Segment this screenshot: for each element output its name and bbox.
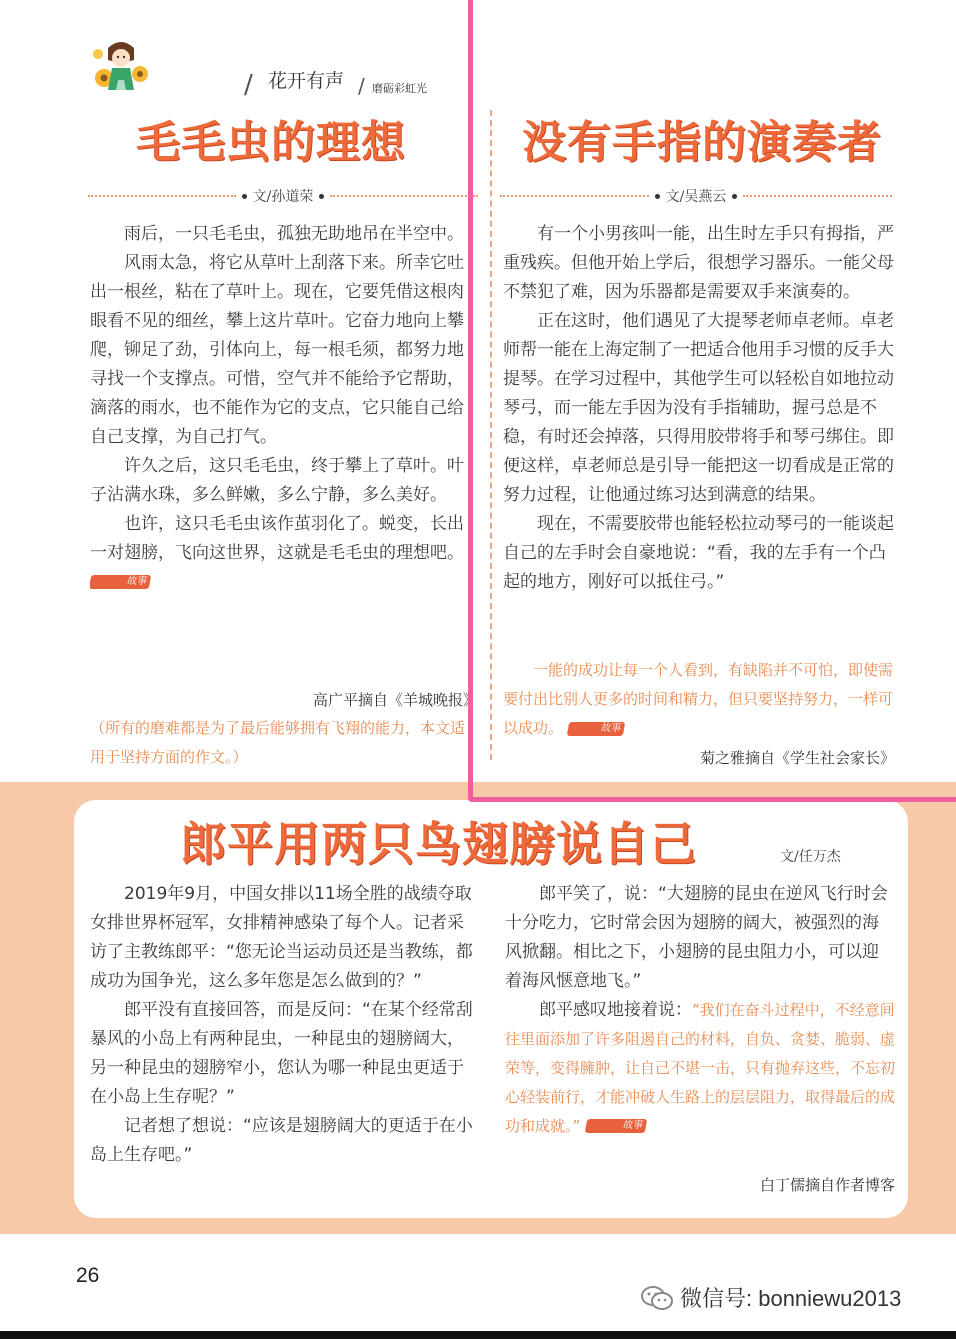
- story-tag: 故事: [584, 1119, 646, 1133]
- article2-paragraph: 现在，不需要胶带也能轻松拉动琴弓的一能谈起自己的左手时会自豪地说：“看，我的左手有一个凸起的地方，刚好可以抵住弓。”: [503, 514, 894, 592]
- bullet-dot: [655, 194, 660, 199]
- dotted-rule: [88, 195, 236, 197]
- article2-body: [503, 220, 895, 660]
- article3-title: 郎平用两只鸟翅膀说自己: [180, 817, 697, 871]
- article3-byline: 文/任万杰: [780, 849, 841, 865]
- series-subtitle: 磨砺彩虹光: [372, 82, 427, 95]
- wechat-watermark: [640, 1282, 901, 1313]
- bullet-dot: [732, 194, 737, 199]
- article1-title: 毛毛虫的理想: [136, 117, 406, 168]
- wechat-id: 微信号: bonniewu2013: [680, 1286, 902, 1311]
- story-tag: 故事: [90, 575, 151, 589]
- article2-title: 没有手指的演奏者: [522, 117, 882, 168]
- header-separator: /: [358, 74, 365, 98]
- article3-body-right: [505, 880, 895, 1180]
- article3-quote-lead: 郎平感叹地接着说：: [539, 1000, 692, 1020]
- article3-body-left: [90, 880, 480, 1210]
- article3-quote: “我们在奋斗过程中，不经意间往里面添加了许多阻遏自己的材料，自负、贪婪、脆弱、虚荣等，变得臃肿，让自己不堪一击，只有抛弃这些，不忘初心轻装前行，才能冲破人生路上的层层阻力，取得最后的成功和成就。”: [505, 1001, 895, 1135]
- article3-paragraph: 记者想了想说：“应该是翅膀阔大的更适于在小岛上生存吧。”: [90, 1116, 473, 1165]
- article3-paragraph: 郎平笑了，说：“大翅膀的昆虫在逆风飞行时会十分吃力，它时常会因为翅膀的阔大，被强烈的海风掀翻。相比之下，小翅膀的昆虫阻力小，可以迎着海风惬意地飞。”: [505, 884, 888, 991]
- article1-paragraph: 许久之后，这只毛毛虫，终于攀上了草叶。叶子沾满水珠，多么鲜嫩，多么宁静，多么美好。: [90, 456, 464, 505]
- bullet-dot: [242, 194, 247, 199]
- article2-source: 菊之雅摘自《学生社会家长》: [699, 749, 895, 767]
- dotted-rule: [330, 195, 478, 197]
- article3-paragraph: 郎平没有直接回答，而是反问：“在某个经常刮暴风的小岛上有两种昆虫，一种昆虫的翅膀阔大，另一种昆虫的翅膀窄小，您认为哪一种昆虫更适于在小岛上生存呢？”: [90, 1000, 473, 1107]
- series-title: 花开有声: [268, 70, 345, 92]
- bullet-dot: [319, 194, 324, 199]
- article2-comment: [503, 656, 895, 743]
- article1-body: [90, 220, 478, 690]
- dotted-rule: [500, 195, 649, 197]
- article2-comment-text: 一能的成功让每一个人看到，有缺陷并不可怕，即使需要付出比别人更多的时间和精力，但只要坚持努力，一样可以成功。: [503, 661, 894, 737]
- page-number: 26: [76, 1264, 100, 1287]
- article1-source: 高广平摘自《羊城晚报》: [312, 691, 478, 709]
- article1-paragraph: 雨后，一只毛毛虫，孤独无助地吊在半空中。: [124, 224, 464, 244]
- article1-paragraph: [90, 510, 478, 597]
- article1-byline: [88, 186, 478, 206]
- article3-paragraph: [505, 996, 895, 1141]
- wechat-icon: [640, 1285, 674, 1311]
- article1-author: 文/孙道荣: [252, 189, 314, 205]
- article2-paragraph: 正在这时，他们遇见了大提琴老师卓老师。卓老师帮一能在上海定制了一把适合他用手习惯的反手大提琴。在学习过程中，其他学生可以轻松自如地拉动琴弓，而一能左手因为没有手指辅助，握弓总是不稳，有时还会掉落，只得用胶带将手和琴弓绑住。即便这样，卓老师总是引导一能把这一切看成是正常的努力过程，让他通过练习达到满意的结果。: [503, 311, 894, 505]
- dotted-rule: [743, 195, 892, 197]
- bottom-edge: [0, 1331, 956, 1339]
- article3-footer: [505, 1170, 895, 1200]
- article1-footer: [90, 686, 478, 772]
- article3-source: 白丁儒摘自作者博客: [759, 1176, 895, 1194]
- article1-paragraph-text: 也许，这只毛毛虫该作茧羽化了。蜕变，长出一对翅膀，飞向这世界，这就是毛毛虫的理想吧。: [90, 514, 464, 563]
- article3-paragraph: 2019年9月，中国女排以11场全胜的战绩夺取女排世界杯冠军，女排精神感染了每个人。记者采访了主教练郎平：“您无论当运动员还是当教练，都成功为国争光，这么多年您是怎么做到的？”: [90, 884, 473, 991]
- column-divider: [490, 110, 492, 760]
- article2-author: 文/吴燕云: [665, 189, 727, 205]
- article2-byline: [500, 186, 892, 206]
- article1-paragraph: 风雨太急，将它从草叶上刮落下来。所幸它吐出一根丝，粘在了草叶上。现在，它要凭借这根肉眼看不见的细丝，攀上这片草叶。它奋力地向上攀爬，铆足了劲，引体向上，每一根毛须，都努力地寻找一个支撑点。可惜，空气并不能给予它帮助，滴落的雨水，也不能作为它的支点，它只能自己给自己支撑，为自己打气。: [90, 253, 464, 447]
- story-tag: 故事: [567, 722, 625, 736]
- article1-comment: （所有的磨难都是为了最后能够拥有飞翔的能力，本文适用于坚持方面的作文。）: [90, 719, 466, 766]
- article2-paragraph: 有一个小男孩叫一能，出生时左手只有拇指，严重残疾。但他开始上学后，很想学习器乐。一能父母不禁犯了难，因为乐器都是需要双手来演奏的。: [503, 224, 894, 302]
- header-separator: /: [244, 70, 253, 100]
- article2-footer: [503, 656, 895, 773]
- girl-with-flowers-illustration: [90, 34, 152, 94]
- section-header: [88, 30, 448, 100]
